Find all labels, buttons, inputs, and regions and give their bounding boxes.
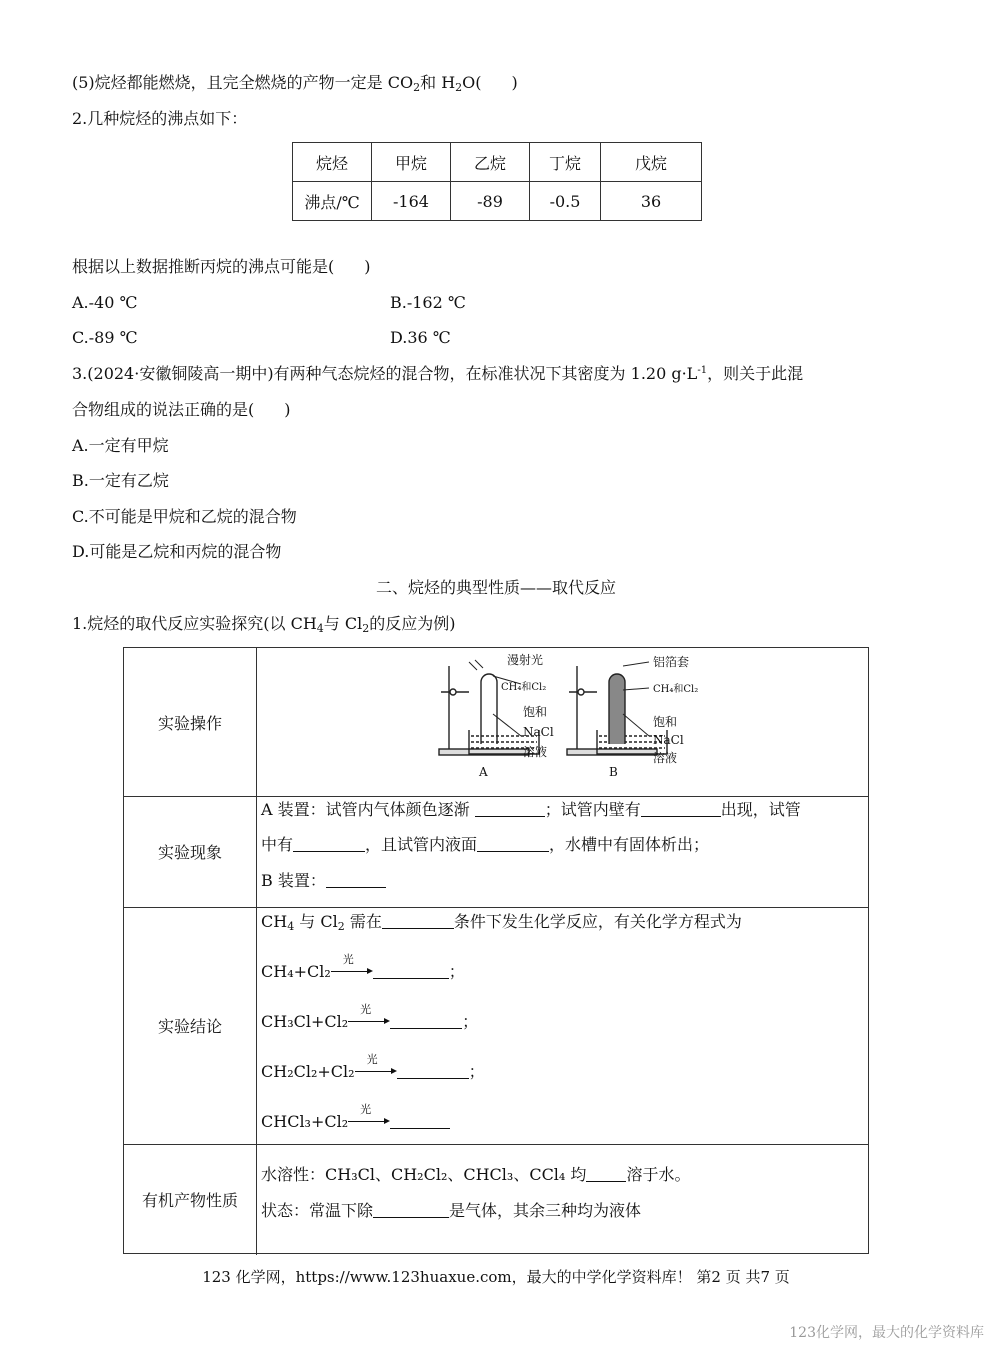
label-a: A: [479, 765, 488, 779]
equation-3: CH₂Cl₂+Cl₂ 光 ；: [261, 1053, 485, 1081]
table-cell: -164: [372, 182, 451, 221]
option-d: D.可能是乙烷和丙烷的混合物: [72, 542, 282, 561]
label-phenomena: 实验现象: [124, 796, 257, 907]
label-b: B: [609, 765, 618, 779]
label-sol-a: 溶液: [523, 745, 548, 759]
light-arrow: 光: [348, 1113, 390, 1129]
table-cell: 乙烷: [451, 143, 530, 182]
answer-blank[interactable]: [475, 800, 545, 817]
answer-blank[interactable]: [293, 835, 365, 852]
label-conclusion: 实验结论: [124, 907, 257, 1144]
label-diffuse-light: 漫射光: [507, 653, 544, 667]
question-2-stem: 根据以上数据推断丙烷的沸点可能是( ): [72, 257, 371, 276]
answer-blank[interactable]: [373, 962, 449, 979]
question-2-title: 2.几种烷烃的沸点如下：: [72, 109, 248, 128]
option-c: C.不可能是甲烷和乙烷的混合物: [72, 507, 297, 526]
label-sol-b: 溶液: [653, 751, 678, 765]
option-d: D.36 ℃: [390, 328, 451, 347]
table-row: [293, 182, 702, 221]
label-properties: 有机产物性质: [124, 1144, 257, 1255]
equation-2: CH₃Cl+Cl₂ 光 ；: [261, 1003, 479, 1031]
answer-blank[interactable]: [641, 800, 721, 817]
table-row: [293, 143, 702, 182]
table-cell: 丁烷: [530, 143, 601, 182]
answer-blank[interactable]: [390, 1012, 462, 1029]
option-b: B.一定有乙烷: [72, 471, 169, 490]
table-cell: 36: [601, 182, 702, 221]
row-properties: 有机产物性质 水溶性：CH₃Cl、CH₂Cl₂、CHCl₃、CCl₄ 均 溶于水。 状态：常温下除 是气体，其余三种均为液体: [124, 1144, 868, 1255]
label-sat-a: 饱和: [523, 705, 548, 719]
question-5: (5)烷烃都能燃烧，且完全燃烧的产物一定是 $CO_2$和 $H_2O$( ): [72, 73, 518, 94]
experiment-table: [123, 647, 869, 1254]
answer-blank[interactable]: [397, 1062, 469, 1079]
answer-blank[interactable]: [586, 1165, 626, 1182]
answer-blank[interactable]: [477, 835, 549, 852]
light-arrow: 光: [331, 963, 373, 979]
page-footer: 123 化学网，https://www.123huaxue.com，最大的中学化学资料库！ 第2 页 共7 页: [202, 1268, 790, 1286]
row-operation: [124, 648, 868, 797]
question-3-line2: 合物组成的说法正确的是( ): [72, 400, 291, 419]
option-a: A.一定有甲烷: [72, 436, 169, 455]
section2-q1: 1.烷烃的取代反应实验探究(以 $CH_4$与 $Cl_2$的反应为例): [72, 614, 456, 635]
table-cell: 戊烷: [601, 143, 702, 182]
table-cell: 甲烷: [372, 143, 451, 182]
table-cell: -0.5: [530, 182, 601, 221]
row-conclusion: 实验结论 $CH_4$ 与 $Cl_2$ 需在 条件下发生化学反应，有关化学方程式为 CH₄+Cl₂ 光 ； CH₃Cl+Cl₂ 光 ； CH₂Cl₂+Cl₂ 光 ； CHCl₃+Cl₂ 光: [124, 907, 868, 1145]
answer-blank[interactable]: [326, 871, 386, 888]
boiling-point-table: [292, 142, 702, 221]
table-cell: -89: [451, 182, 530, 221]
answer-blank[interactable]: [382, 912, 454, 929]
section-heading: 二、烷烃的典型性质——取代反应: [375, 578, 616, 597]
watermark: 123化学网，最大的化学资料库: [789, 1325, 984, 1341]
option-b: B.-162 ℃: [390, 293, 466, 312]
row-phenomena: 实验现象 A 装置：试管内气体颜色逐渐 ；试管内壁有 出现，试管 中有 ，且试管内液面 ，水槽中有固体析出； B 装置：: [124, 796, 868, 908]
equation-4: CHCl₃+Cl₂ 光: [261, 1111, 450, 1133]
apparatus-diagram: [427, 652, 887, 792]
label-operation: 实验操作: [124, 648, 257, 796]
table-cell: 沸点/℃: [293, 182, 372, 221]
question-3-line1: 3.(2024·安徽铜陵高一期中)有两种气态烷烃的混合物，在标准状况下其密度为 1.20 $g\cdot L^{-1}$，则关于此混: [72, 364, 804, 383]
option-a: A.-40 ℃: [72, 293, 138, 312]
light-arrow: 光: [355, 1063, 397, 1079]
label-nacl-a: NaCl: [523, 725, 554, 739]
table-cell: 烷烃: [293, 143, 372, 182]
answer-blank[interactable]: [373, 1201, 449, 1218]
label-sat-b: 饱和: [653, 715, 678, 729]
label-nacl-b: NaCl: [653, 733, 684, 747]
apparatus-b: [567, 662, 667, 755]
light-arrow: 光: [348, 1013, 390, 1029]
label-gas-b: CH₄和Cl₂: [653, 684, 699, 695]
option-c: C.-89 ℃: [72, 328, 138, 347]
equation-1: CH₄+Cl₂ 光 ；: [261, 953, 465, 981]
label-gas-a: CH₄和Cl₂: [501, 682, 547, 693]
label-foil: 铝箔套: [653, 655, 690, 669]
answer-blank[interactable]: [390, 1112, 450, 1129]
